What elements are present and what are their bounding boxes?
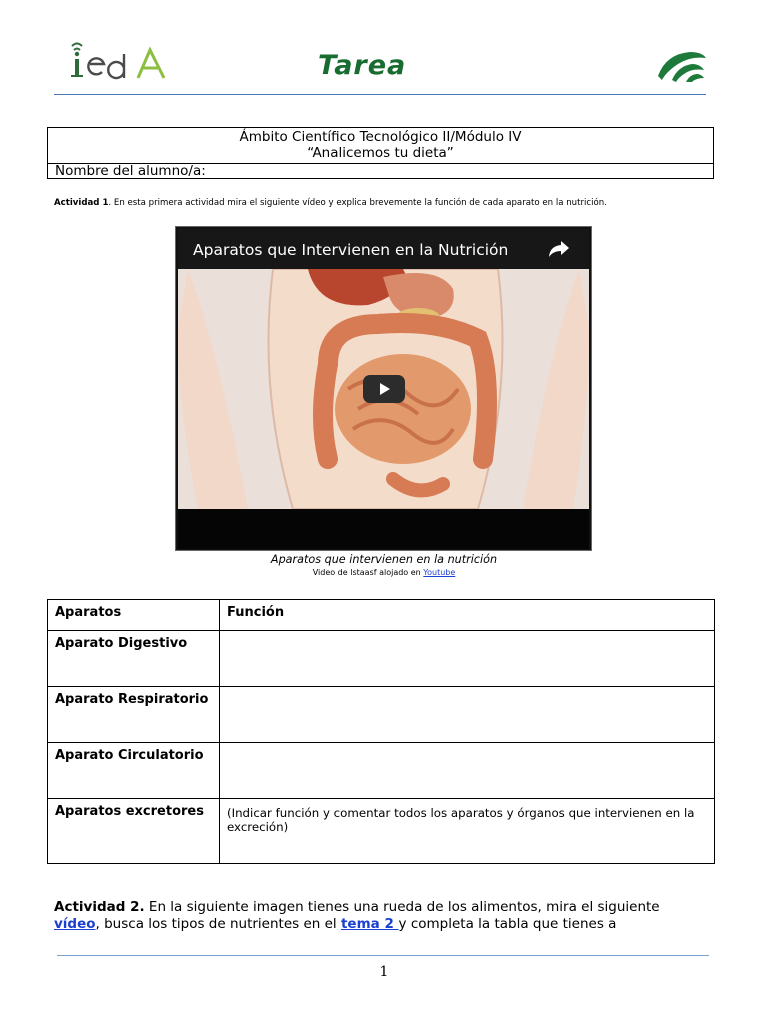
footer-rule: [57, 955, 709, 956]
table-row: [48, 631, 715, 687]
video-control-bar: [178, 509, 589, 549]
youtube-link[interactable]: Youtube: [423, 568, 456, 577]
activity-2-label: Actividad 2.: [54, 899, 145, 915]
document-type-title: Tarea: [318, 50, 407, 81]
activity-1-instructions: [54, 197, 607, 209]
video-thumbnail: [178, 229, 589, 549]
student-name-label: Nombre del alumno/a:: [55, 163, 206, 179]
title-box: [47, 127, 714, 179]
activity-1-label: Actividad 1: [54, 198, 109, 208]
table-row: [48, 743, 715, 799]
play-icon: [363, 375, 405, 403]
aparato-cell: Aparato Digestivo: [48, 631, 220, 687]
table-row: [48, 799, 715, 864]
activity-1-text: . En esta primera actividad mira el siguiente vídeo y explica brevemente la función de cada aparato en la nutrición.: [108, 198, 607, 208]
aparato-cell: Aparatos excretores: [48, 799, 220, 864]
page-number: 1: [379, 964, 389, 980]
funcion-cell[interactable]: [220, 687, 715, 743]
activity-2-instructions: [54, 899, 694, 933]
aparato-cell: Aparato Circulatorio: [48, 743, 220, 799]
video-title-bar: [178, 229, 589, 269]
function-table: [47, 599, 715, 864]
header-rule: [54, 94, 706, 95]
funcion-cell[interactable]: [220, 631, 715, 687]
header-funcion: Función: [220, 600, 715, 631]
share-arrow-icon[interactable]: [548, 240, 570, 258]
header-aparatos: Aparatos: [48, 600, 220, 631]
video-caption: Aparatos que intervienen en la nutrición: [270, 553, 498, 566]
ieda-logo: [66, 40, 170, 90]
video-title[interactable]: Aparatos que Intervienen en la Nutrición: [193, 241, 509, 259]
tema-2-link[interactable]: tema 2: [340, 916, 399, 932]
activity-2-text: y completa la tabla que tienes a: [398, 916, 617, 932]
video-link[interactable]: vídeo: [54, 916, 96, 932]
aparato-cell: Aparato Respiratorio: [48, 687, 220, 743]
video-credit: [0, 568, 768, 577]
module-title: Ámbito Científico Tecnológico II/Módulo IV: [239, 129, 522, 145]
task-title: “Analicemos tu dieta”: [307, 145, 454, 161]
funcion-cell[interactable]: (Indicar función y comentar todos los aparatos y órganos que intervienen en la excreción): [220, 799, 715, 864]
table-row: [48, 687, 715, 743]
video-credit-text: Video de lstaasf alojado en: [312, 568, 424, 577]
activity-2-text: En la siguiente imagen tienes una rueda de los alimentos, mira el siguiente: [144, 899, 660, 915]
activity-2-text: , busca los tipos de nutrientes en el: [95, 916, 341, 932]
table-header-row: [48, 600, 715, 631]
video-embed[interactable]: [175, 226, 592, 551]
play-button[interactable]: [363, 375, 405, 403]
funcion-cell[interactable]: [220, 743, 715, 799]
junta-andalucia-logo: [656, 48, 708, 82]
